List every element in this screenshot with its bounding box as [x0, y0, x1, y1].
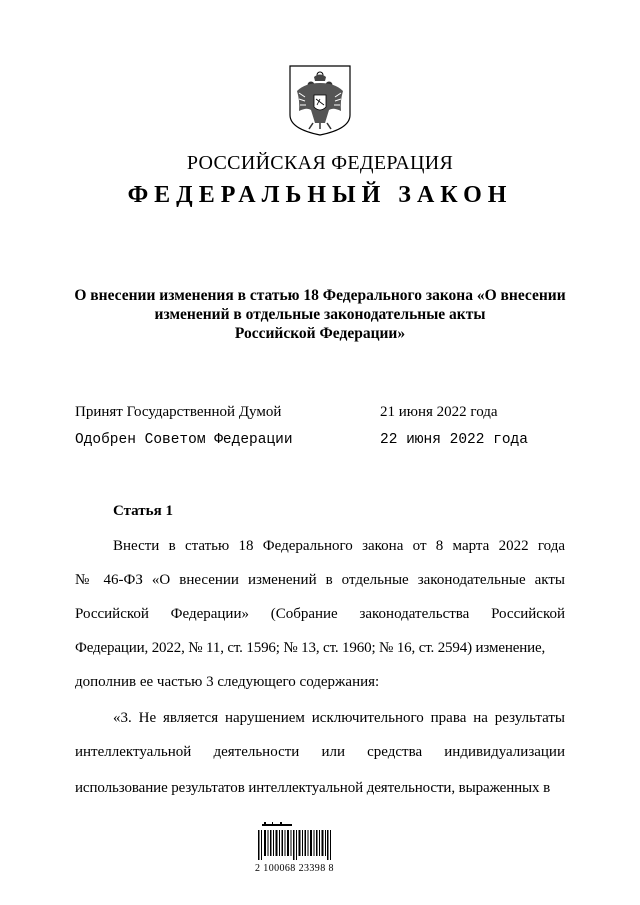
- article-text-line: Российской Федерации» (Собрание законодательства Российской: [75, 606, 565, 622]
- duma-adoption-label: Принят Государственной Думой: [75, 404, 282, 420]
- article-text-line: Внести в статью 18 Федерального закона от 8 марта 2022 года: [113, 538, 565, 554]
- council-approval-label: Одобрен Советом Федерации: [75, 432, 293, 448]
- article-text-line: интеллектуальной деятельности или средства индивидуализации: [75, 744, 565, 760]
- law-title-line: Российской Федерации»: [234, 325, 406, 342]
- duma-adoption-date: 21 июня 2022 года: [380, 404, 498, 420]
- barcode-number: 2 100068 23398 8: [255, 863, 334, 874]
- article-text-line: использование результатов интеллектуальной деятельности, выраженных в: [75, 780, 551, 796]
- law-title-line: О внесении изменения в статью 18 Федерального закона «О внесении: [74, 287, 566, 304]
- law-title-line: изменений в отдельные законодательные акты: [154, 306, 486, 323]
- council-approval-date: 22 июня 2022 года: [380, 432, 528, 448]
- document-type-heading: ФЕДЕРАЛЬНЫЙ ЗАКОН: [127, 182, 513, 208]
- law-title: [70, 286, 570, 343]
- article-text-line: «3. Не является нарушением исключительного права на результаты: [113, 710, 565, 726]
- article-text-line: № 46-ФЗ «О внесении изменений в отдельные законодательные акты: [75, 572, 565, 588]
- country-heading: РОССИЙСКАЯ ФЕДЕРАЦИЯ: [186, 152, 454, 174]
- article-text-line: дополнив ее частью 3 следующего содержания:: [75, 674, 380, 690]
- coat-of-arms-icon: [287, 63, 353, 137]
- article-text-line: Федерации, 2022, № 11, ст. 1596; № 13, ст. 1960; № 16, ст. 2594) изменение,: [75, 640, 546, 656]
- article-heading: Статья 1: [113, 503, 173, 519]
